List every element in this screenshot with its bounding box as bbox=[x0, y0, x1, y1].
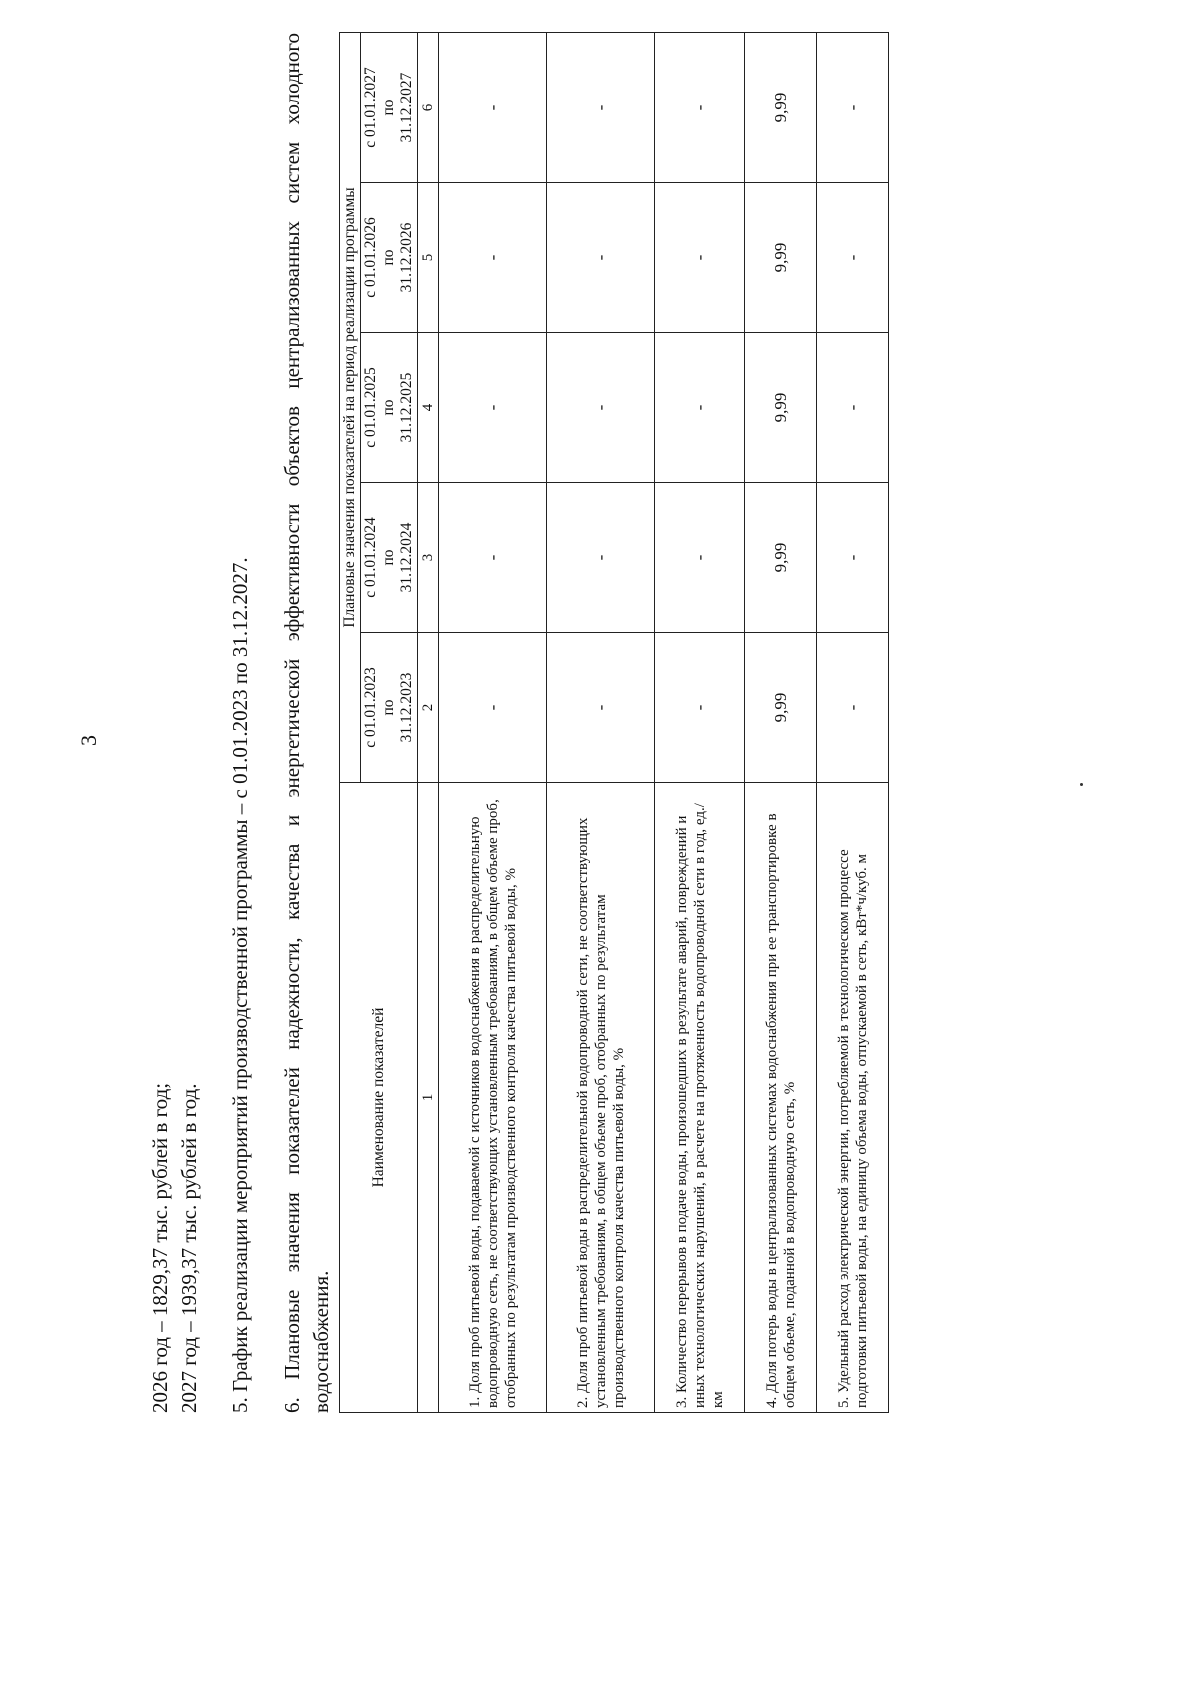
indicator-value: 9,99 bbox=[745, 333, 817, 483]
indicator-value: - bbox=[547, 32, 655, 182]
section-5-text: 5. График реализации мероприятий производственной программы – с 01.01.2023 по 31.12.2027. bbox=[228, 557, 252, 1413]
indicator-value: - bbox=[655, 32, 745, 182]
period-by: по bbox=[380, 699, 397, 716]
table-row bbox=[547, 32, 655, 1412]
column-number: 5 bbox=[418, 183, 439, 333]
period-to: 31.12.2025 bbox=[398, 372, 415, 443]
indicator-name: 1. Доля проб питьевой воды, подаваемой с источников водоснабжения в распределительную водопроводную сеть, не соответствующих установленным требованиям, в общем объеме проб, отобранных по результатам производственного контроля качества питьевой воды, % bbox=[439, 783, 547, 1413]
budget-line-2027: 2027 год – 1939,37 тыс. рублей в год. bbox=[177, 1083, 201, 1413]
indicator-name: 2. Доля проб питьевой воды в распределительной водопроводной сети, не соответствующих установленным требованиям, в общем объеме проб, отобранных по результатам производственного контроля качества питьевой воды, % bbox=[547, 783, 655, 1413]
indicator-value: - bbox=[547, 633, 655, 783]
period-by: по bbox=[380, 99, 397, 116]
period-to: 31.12.2024 bbox=[398, 522, 415, 593]
column-number: 4 bbox=[418, 333, 439, 483]
header-indicator-name: Наименование показателей bbox=[340, 783, 418, 1413]
indicator-value: - bbox=[547, 183, 655, 333]
indicator-name: 5. Удельный расход электрической энергии, потребляемой в технологическом процессе подготовки питьевой воды, на единицу объема воды, отпускаемой в сеть, кВт*ч/куб. м bbox=[817, 783, 889, 1413]
indicator-value: - bbox=[439, 633, 547, 783]
indicator-value: - bbox=[439, 183, 547, 333]
indicator-name: 3. Количество перерывов в подаче воды, произошедших в результате аварий, повреждений и иных технологических нарушений, в расчете на протяженность водопроводной сети в год, ед./км bbox=[655, 783, 745, 1413]
indicator-value: - bbox=[547, 483, 655, 633]
period-to: 31.12.2027 bbox=[398, 72, 415, 143]
indicator-value: - bbox=[655, 483, 745, 633]
period-to: 31.12.2023 bbox=[398, 672, 415, 743]
period-from: с 01.01.2026 bbox=[362, 217, 379, 298]
header-period bbox=[361, 633, 418, 783]
period-from: с 01.01.2023 bbox=[362, 667, 379, 748]
indicator-value: - bbox=[817, 183, 889, 333]
period-from: с 01.01.2025 bbox=[362, 367, 379, 448]
header-period bbox=[361, 333, 418, 483]
column-number: 3 bbox=[418, 483, 439, 633]
indicator-value: - bbox=[655, 633, 745, 783]
period-from: с 01.01.2024 bbox=[362, 517, 379, 598]
indicator-value: 9,99 bbox=[745, 32, 817, 182]
indicator-value: - bbox=[655, 183, 745, 333]
table-row bbox=[655, 32, 745, 1412]
indicator-value: - bbox=[547, 333, 655, 483]
scan-speck bbox=[1080, 783, 1083, 786]
period-from: с 01.01.2027 bbox=[362, 67, 379, 148]
header-planned-values: Плановые значения показателей на период реализации программы bbox=[340, 32, 361, 782]
indicator-value: - bbox=[817, 333, 889, 483]
indicator-value: - bbox=[655, 333, 745, 483]
budget-line-2026: 2026 год – 1829,37 тыс. рублей в год; bbox=[148, 1082, 172, 1413]
header-period bbox=[361, 183, 418, 333]
section-6-heading: 6. Плановые значения показателей надежности, качества и энергетической эффективности объектов централизованных систем холодного водоснабжения. bbox=[280, 33, 333, 1413]
column-number: 1 bbox=[418, 783, 439, 1413]
indicator-value: - bbox=[817, 483, 889, 633]
indicator-value: - bbox=[817, 32, 889, 182]
table-header-row-1 bbox=[340, 32, 361, 1412]
indicator-value: - bbox=[439, 32, 547, 182]
table-row bbox=[439, 32, 547, 1412]
table-row bbox=[817, 32, 889, 1412]
indicator-value: - bbox=[817, 633, 889, 783]
column-number: 2 bbox=[418, 633, 439, 783]
indicator-value: 9,99 bbox=[745, 183, 817, 333]
period-by: по bbox=[380, 399, 397, 416]
table-row bbox=[745, 32, 817, 1412]
indicator-value: 9,99 bbox=[745, 483, 817, 633]
column-number-row bbox=[418, 32, 439, 1412]
header-period bbox=[361, 483, 418, 633]
period-by: по bbox=[380, 249, 397, 266]
indicator-value: - bbox=[439, 483, 547, 633]
column-number: 6 bbox=[418, 32, 439, 182]
header-period bbox=[361, 32, 418, 182]
period-by: по bbox=[380, 549, 397, 566]
period-to: 31.12.2026 bbox=[398, 222, 415, 293]
indicator-value: - bbox=[439, 333, 547, 483]
indicators-table bbox=[339, 32, 889, 1413]
indicator-value: 9,99 bbox=[745, 633, 817, 783]
page-number: 3 bbox=[76, 735, 101, 746]
indicator-name: 4. Доля потерь воды в централизованных системах водоснабжения при ее транспортировке в общем объеме, поданной в водопроводную сеть, % bbox=[745, 783, 817, 1413]
